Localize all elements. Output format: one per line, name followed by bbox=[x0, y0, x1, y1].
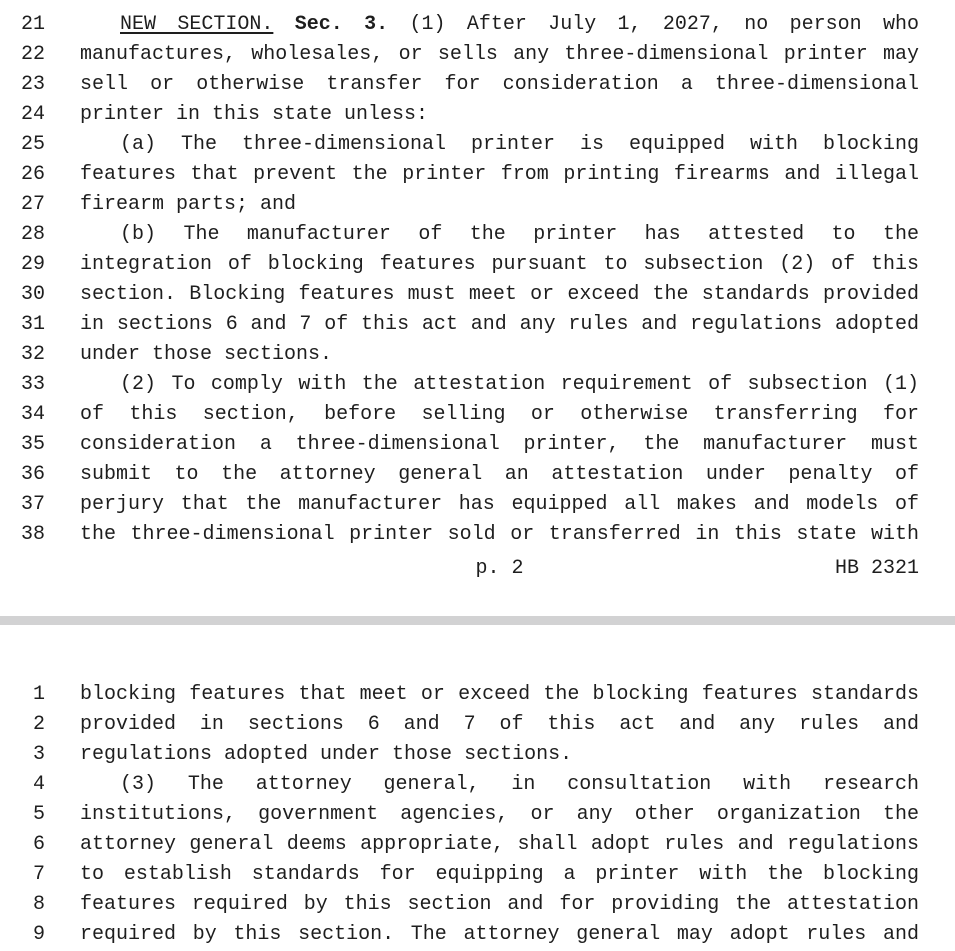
line-text: of this section, before selling or otherwise transferring for bbox=[80, 403, 919, 426]
line-number: 30 bbox=[20, 283, 45, 306]
line-number: 35 bbox=[20, 433, 45, 456]
line-number: 21 bbox=[20, 13, 45, 36]
line-number: 2 bbox=[32, 713, 45, 736]
line-text: attorney general deems appropriate, shall adopt rules and regulations bbox=[80, 833, 919, 856]
bill-page-3 bbox=[0, 625, 955, 950]
line-number: 34 bbox=[20, 403, 45, 426]
doc-line bbox=[0, 490, 955, 520]
line-number: 8 bbox=[32, 893, 45, 916]
line-number: 1 bbox=[32, 683, 45, 706]
line-number: 26 bbox=[20, 163, 45, 186]
page-footer bbox=[0, 554, 955, 584]
line-number: 4 bbox=[32, 773, 45, 796]
line-number: 27 bbox=[20, 193, 45, 216]
line-text: consideration a three-dimensional printer, the manufacturer must bbox=[80, 433, 919, 456]
doc-line bbox=[0, 340, 955, 370]
line-text: the three-dimensional printer sold or transferred in this state with bbox=[80, 523, 919, 546]
line-number: 37 bbox=[20, 493, 45, 516]
doc-line bbox=[0, 310, 955, 340]
doc-line bbox=[0, 220, 955, 250]
line-text: integration of blocking features pursuant to subsection (2) of this bbox=[80, 253, 919, 276]
line-number: 29 bbox=[20, 253, 45, 276]
line-text: institutions, government agencies, or any other organization the bbox=[80, 803, 919, 826]
doc-line bbox=[0, 250, 955, 280]
line-number: 9 bbox=[32, 923, 45, 946]
doc-line bbox=[0, 710, 955, 740]
line-text: features required by this section and for providing the attestation bbox=[80, 893, 919, 916]
line-text: to establish standards for equipping a printer with the blocking bbox=[80, 863, 919, 886]
line-text: (a) The three-dimensional printer is equipped with blocking bbox=[120, 133, 919, 156]
line-text: perjury that the manufacturer has equipped all makes and models of bbox=[80, 493, 919, 516]
line-number: 33 bbox=[20, 373, 45, 396]
doc-line bbox=[0, 830, 955, 860]
line-text: firearm parts; and bbox=[80, 193, 297, 216]
line-text: under those sections. bbox=[80, 343, 333, 366]
doc-line bbox=[0, 370, 955, 400]
doc-line bbox=[0, 920, 955, 950]
line-number: 6 bbox=[32, 833, 45, 856]
doc-line bbox=[0, 160, 955, 190]
section-heading: Sec. 3. bbox=[294, 13, 389, 36]
line-text: in sections 6 and 7 of this act and any rules and regulations adopted bbox=[80, 313, 919, 336]
footer-text bbox=[80, 554, 919, 584]
bill-number: HB 2321 bbox=[834, 557, 919, 580]
page-separator bbox=[0, 616, 955, 625]
line-text: manufactures, wholesales, or sells any three-dimensional printer may bbox=[80, 43, 919, 66]
doc-line bbox=[0, 740, 955, 770]
doc-line bbox=[0, 130, 955, 160]
line-text: sell or otherwise transfer for consideration a three-dimensional bbox=[80, 73, 919, 96]
line-number: 5 bbox=[32, 803, 45, 826]
line-text: blocking features that meet or exceed the blocking features standards bbox=[80, 683, 919, 706]
line-text: section. Blocking features must meet or exceed the standards provided bbox=[80, 283, 919, 306]
new-section-label: NEW SECTION. bbox=[120, 13, 274, 36]
line-number: 36 bbox=[20, 463, 45, 486]
doc-line bbox=[0, 100, 955, 130]
doc-line bbox=[0, 460, 955, 490]
doc-line bbox=[0, 890, 955, 920]
doc-line bbox=[0, 860, 955, 890]
line-number: 23 bbox=[20, 73, 45, 96]
line-number: 28 bbox=[20, 223, 45, 246]
line-number: 7 bbox=[32, 863, 45, 886]
page-number: p. 2 bbox=[475, 557, 524, 580]
doc-line bbox=[0, 520, 955, 550]
line-number: 3 bbox=[32, 743, 45, 766]
doc-line bbox=[0, 190, 955, 220]
line-number: 24 bbox=[20, 103, 45, 126]
line-text bbox=[80, 10, 919, 40]
doc-line bbox=[0, 10, 955, 40]
line-text: provided in sections 6 and 7 of this act and any rules and bbox=[80, 713, 919, 736]
line-number: 31 bbox=[20, 313, 45, 336]
line-text: (b) The manufacturer of the printer has attested to the bbox=[120, 223, 919, 246]
line-number: 25 bbox=[20, 133, 45, 156]
line-number-blank bbox=[0, 554, 45, 584]
line-number: 22 bbox=[20, 43, 45, 66]
doc-line bbox=[0, 770, 955, 800]
line-text-rest: (1) After July 1, 2027, no person who bbox=[409, 13, 919, 36]
doc-line bbox=[0, 70, 955, 100]
doc-line bbox=[0, 400, 955, 430]
line-text: printer in this state unless: bbox=[80, 103, 429, 126]
doc-line bbox=[0, 40, 955, 70]
line-text: regulations adopted under those sections. bbox=[80, 743, 573, 766]
doc-line bbox=[0, 430, 955, 460]
doc-line bbox=[0, 280, 955, 310]
line-number: 38 bbox=[20, 523, 45, 546]
doc-line bbox=[0, 800, 955, 830]
line-text: submit to the attorney general an attestation under penalty of bbox=[80, 463, 919, 486]
line-number: 32 bbox=[20, 343, 45, 366]
line-text: (2) To comply with the attestation requirement of subsection (1) bbox=[120, 373, 919, 396]
line-text: required by this section. The attorney general may adopt rules and bbox=[80, 923, 919, 946]
doc-line bbox=[0, 680, 955, 710]
line-text: (3) The attorney general, in consultation with research bbox=[120, 773, 919, 796]
line-text: features that prevent the printer from printing firearms and illegal bbox=[80, 163, 919, 186]
